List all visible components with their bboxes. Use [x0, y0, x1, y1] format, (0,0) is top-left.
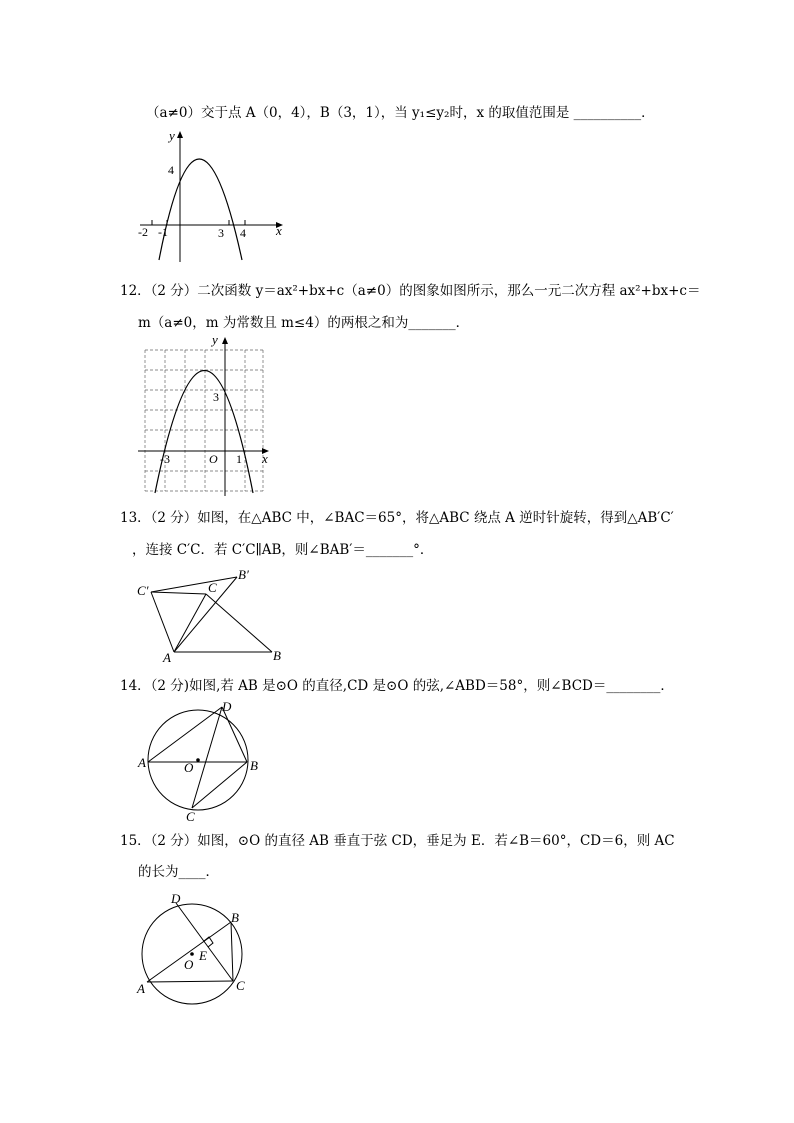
q12-y-axis-label: y — [212, 332, 218, 347]
q13-label-C: C — [208, 580, 217, 595]
q15-label-D: D — [171, 891, 181, 906]
q13-rotated-triangle-figure — [130, 566, 290, 666]
q14-label-C: C — [186, 809, 195, 824]
q11-tick-neg2: -2 — [138, 225, 148, 239]
q12-tick-3-y: 3 — [213, 390, 219, 404]
q15-circle-figure — [130, 886, 270, 1001]
q13-label-B: B — [273, 648, 281, 663]
q15-text-line1: 15．（2 分）如图，⊙O 的直径 AB 垂直于弦 CD，垂足为 E．若∠B＝60°，CD＝6，则 AC — [120, 833, 675, 849]
q13-text-line2: ，连接 C′C．若 C′C∥AB，则∠BAB′＝_______°． — [132, 542, 434, 558]
q14-circle-figure — [130, 698, 270, 828]
q15-label-C: C — [236, 978, 245, 993]
q15-label-B: B — [231, 910, 239, 925]
q14-label-O: O — [184, 760, 194, 775]
q11-y-axis-label: y — [169, 128, 175, 143]
q11-tick-4-x: 4 — [240, 226, 246, 240]
q14-label-A: A — [138, 755, 146, 770]
q14-text-line1: 14．（2 分)如图,若 AB 是⊙O 的直径,CD 是⊙O 的弦,∠ABD＝58°，则∠BCD＝________． — [120, 678, 674, 694]
q14-label-D: D — [222, 699, 232, 714]
q11-x-axis-label: x — [276, 223, 282, 238]
q11-parabola-graph — [130, 126, 290, 266]
q14-label-B: B — [250, 758, 258, 773]
q15-text-line2: 的长为____． — [138, 864, 219, 880]
q13-label-B-prime: B′ — [238, 567, 249, 582]
q11-text-line1: （a≠0）交于点 A（0，4），B（3，1），当 y₁≤y₂时，x 的取值范围是 __________． — [146, 105, 655, 121]
q13-label-A: A — [163, 650, 171, 665]
q12-x-axis-label: x — [262, 451, 268, 466]
q12-text-line2: m（a≠0，m 为常数且 m≤4）的两根之和为_______． — [138, 315, 470, 331]
q11-tick-neg1: -1 — [158, 225, 168, 239]
q12-parabola-grid-graph — [130, 332, 280, 497]
q12-tick-1: 1 — [236, 452, 242, 466]
q11-tick-3: 3 — [218, 226, 224, 240]
q12-origin-label: O — [209, 452, 218, 466]
q15-label-E: E — [199, 948, 207, 963]
q15-label-A: A — [137, 981, 145, 996]
q15-label-O: O — [184, 957, 194, 972]
q13-label-C-prime: C′ — [137, 583, 149, 598]
q11-tick-4-y: 4 — [168, 163, 174, 177]
q12-text-line1: 12．（2 分）二次函数 y＝ax²+bx+c（a≠0）的图象如图所示，那么一元二次方程 ax²+bx+c＝ — [120, 283, 701, 299]
q12-tick-neg3: -3 — [160, 452, 170, 466]
q13-text-line1: 13．（2 分）如图，在△ABC 中，∠BAC＝65°，将△ABC 绕点 A 逆时针旋转，得到△AB′C′ — [120, 510, 674, 526]
